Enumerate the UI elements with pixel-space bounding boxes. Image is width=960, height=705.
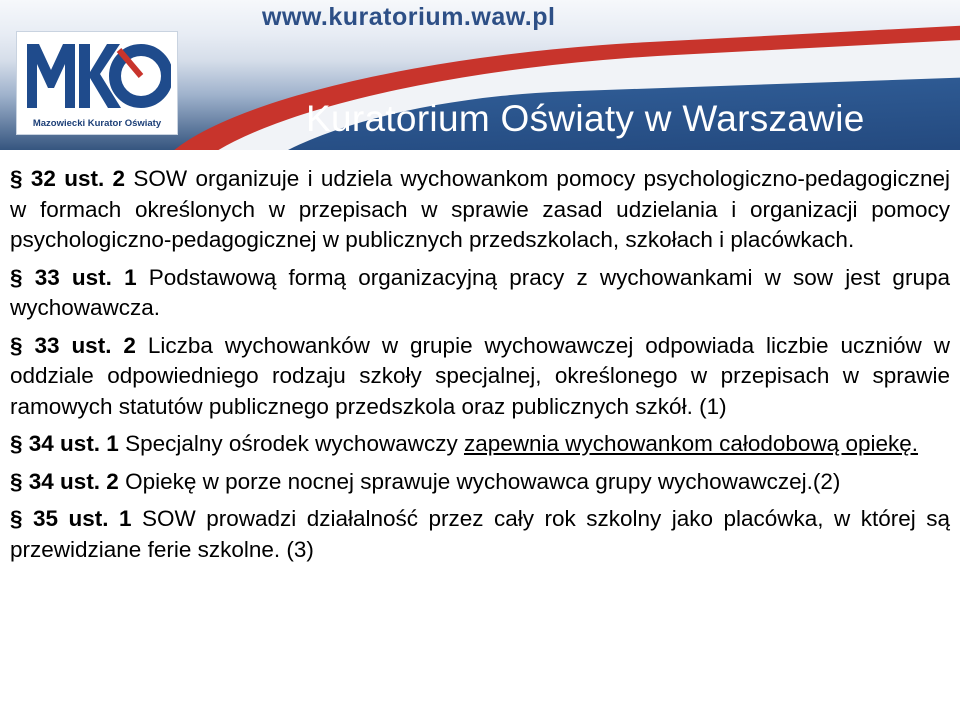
document-body [10,164,950,565]
paragraph-35-1 [10,504,950,565]
underlined-text: zapewnia wychowankom całodobową opiekę. [463,431,919,456]
paragraph-text: SOW organizuje i udziela wychowankom pomocy psychologiczno-pedagogicznej w formach określonych w przepisach w sprawie zasad udzielania i organizacji pomocy psychologiczno-pedagogicznej w publicznych przedszkolach, szkołach i placówkach. [10,166,950,252]
page-header [0,0,960,150]
paragraph-33-1 [10,263,950,324]
section-sign: § [10,264,23,290]
mko-logo [16,31,178,135]
paragraph-ref: 33 ust. 1 [34,264,137,290]
section-sign: § [10,332,23,358]
section-sign: § [10,468,23,494]
paragraph-text: SOW prowadzi działalność przez cały rok szkolny jako placówka, w której są przewidziane ferie szkolne. (3) [10,506,950,562]
paragraph-ref: 32 ust. 2 [30,166,126,191]
site-url[interactable]: www.kuratorium.waw.pl [262,3,556,31]
mko-logo-icon [23,36,171,116]
paragraph-text: Podstawową formą organizacyjną pracy z wychowankami w sow jest grupa wychowawcza. [10,264,950,320]
section-sign: § [10,166,23,191]
paragraph-text: Liczba wychowanków w grupie wychowawczej odpowiada liczbie uczniów w oddziale odpowiedniego rodzaju szkoły specjalnej, określonego w przepisach w sprawie ramowych statutów publicznego przedszkola oraz publicznych szkół. (1) [10,332,950,419]
paragraph-ref: 33 ust. 2 [34,332,136,358]
paragraph-34-1 [10,429,950,460]
section-sign: § [10,506,23,531]
paragraph-32-2 [10,164,950,256]
paragraph-33-2 [10,331,950,423]
paragraph-ref: 35 ust. 1 [33,506,132,531]
section-sign: § [10,431,23,456]
paragraph-34-2 [10,467,950,498]
paragraph-text: Specjalny ośrodek wychowawczy [118,431,464,456]
paragraph-text: Opiekę w porze nocnej sprawuje wychowawca grupy wychowawczej.(2) [118,468,841,494]
paragraph-ref: 34 ust. 1 [28,431,119,456]
logo-caption: Mazowiecki Kurator Oświaty [32,118,162,129]
paragraph-ref: 34 ust. 2 [28,468,119,494]
banner-title: Kuratorium Oświaty w Warszawie [306,98,865,139]
